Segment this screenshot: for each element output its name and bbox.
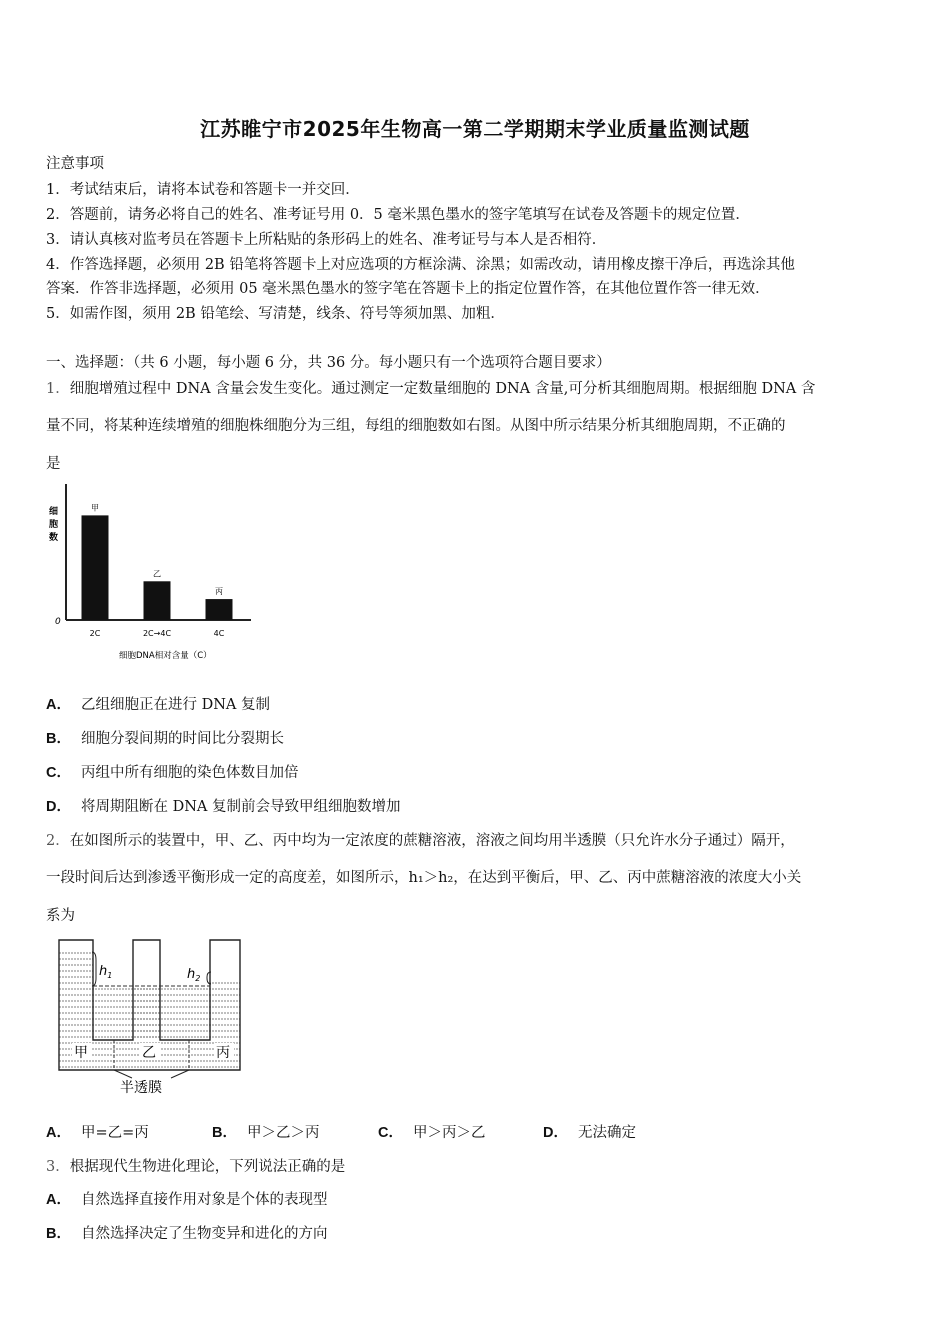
- bar-label: 乙: [153, 569, 161, 579]
- x-tick-label: 2C: [89, 629, 101, 638]
- q1-option-b[interactable]: [46, 727, 284, 748]
- q1-line: 量不同，将某种连续增殖的细胞株细胞分为三组，每组的细胞数如右图。从图中所示结果分析其细胞周期，不正确的: [46, 418, 786, 434]
- option-label: B．: [46, 1226, 71, 1242]
- h1-label: $h_1$: [99, 964, 113, 980]
- notice-item: 4．作答选择题，必须用 2B 铅笔将答题卡上对应选项的方框涂满、涂黑；如需改动，请用橡皮擦干净后，再选涂其他: [46, 257, 795, 273]
- h2-label: $h_2$: [187, 967, 201, 983]
- bar-label: 丙: [215, 587, 223, 597]
- y-axis-label-char: 数: [49, 533, 59, 543]
- q1-line: 是: [46, 456, 61, 472]
- q2-option-d[interactable]: [543, 1121, 636, 1142]
- apparatus-svg: [56, 938, 246, 1098]
- q2-option-b[interactable]: [212, 1121, 319, 1142]
- option-text: 丙组中所有细胞的染色体数目加倍: [80, 765, 299, 781]
- option-label: B．: [212, 1125, 237, 1141]
- bar-1: [82, 515, 109, 620]
- osmosis-apparatus-figure: [56, 938, 246, 1102]
- option-label: B．: [46, 731, 71, 747]
- option-text: 自然选择直接作用对象是个体的表现型: [80, 1192, 328, 1208]
- x-axis-label: 细胞DNA相对含量（C）: [119, 651, 212, 661]
- page-title: 江苏睢宁市2025年生物高一第二学期期末学业质量监测试题: [200, 117, 750, 141]
- option-text: 细胞分裂间期的时间比分裂期长: [80, 731, 284, 747]
- q1-line: [46, 377, 815, 398]
- option-text: 甲＞乙＞丙: [246, 1125, 320, 1141]
- question-number: 2．: [46, 833, 70, 849]
- q1-option-c[interactable]: [46, 761, 298, 782]
- question-number: 3．: [46, 1159, 70, 1175]
- option-label: C．: [46, 765, 71, 781]
- membrane-label: 半透膜: [120, 1080, 162, 1096]
- q2-option-a[interactable]: [46, 1121, 149, 1142]
- question-text: 细胞增殖过程中 DNA 含量会发生变化。通过测定一定数量细胞的 DNA 含量,可分析其细胞周期。根据细胞 DNA 含: [69, 381, 816, 397]
- option-label: C．: [378, 1125, 403, 1141]
- option-label: D．: [46, 799, 71, 815]
- notice-item: 2．答题前，请务必将自己的姓名、准考证号用 0．5 毫米黑色墨水的签字笔填写在试卷及答题卡的规定位置．: [46, 207, 750, 223]
- option-label: A．: [46, 697, 71, 713]
- option-text: 甲=乙=丙: [80, 1125, 149, 1141]
- notice-item: 答案．作答非选择题，必须用 05 毫米黑色墨水的签字笔在答题卡上的指定位置作答，在其他位置作答一律无效．: [46, 281, 770, 297]
- q2-line: 一段时间后达到渗透平衡形成一定的高度差，如图所示，h₁＞h₂，在达到平衡后，甲、乙、丙中蔗糖溶液的浓度大小关: [46, 870, 802, 886]
- origin-label: 0: [55, 617, 61, 627]
- label-bing: 丙: [216, 1045, 230, 1061]
- notice-item: 3．请认真核对监考员在答题卡上所粘贴的条形码上的姓名、准考证号与本人是否相符．: [46, 232, 607, 248]
- dna-bar-chart: [46, 478, 261, 667]
- q2-line: 系为: [46, 908, 75, 924]
- q1-option-d[interactable]: [46, 795, 401, 816]
- question-text: 在如图所示的装置中，甲、乙、丙中均为一定浓度的蔗糖溶液，溶液之间均用半透膜（只允许水分子通过）隔开，: [69, 833, 795, 849]
- option-text: 自然选择决定了生物变异和进化的方向: [80, 1226, 328, 1242]
- tube-yi-liquid: [133, 986, 160, 1040]
- option-text: 甲＞丙＞乙: [412, 1125, 486, 1141]
- section-heading: 一、选择题：（共 6 小题，每小题 6 分，共 36 分。每小题只有一个选项符合题目要求）: [46, 355, 611, 371]
- x-tick-label: 2C→4C: [142, 629, 172, 638]
- q3-option-b[interactable]: [46, 1222, 327, 1243]
- bar-2: [144, 581, 171, 620]
- bar-3: [206, 599, 233, 620]
- label-jia: 甲: [74, 1045, 88, 1061]
- q3-option-a[interactable]: [46, 1188, 327, 1209]
- q2-line: [46, 829, 795, 850]
- question-text: 根据现代生物进化理论，下列说法正确的是: [69, 1159, 346, 1175]
- notice-heading: 注意事项: [46, 156, 104, 172]
- x-tick-label: 4C: [213, 629, 225, 638]
- label-yi: 乙: [142, 1045, 156, 1061]
- membrane-pointer: [114, 1070, 189, 1078]
- option-label: A．: [46, 1192, 71, 1208]
- q1-option-a[interactable]: [46, 693, 270, 714]
- notice-item: 1．考试结束后，请将本试卷和答题卡一并交回．: [46, 182, 360, 198]
- y-axis-label: [49, 505, 59, 543]
- question-number: 1．: [46, 381, 70, 397]
- q2-option-c[interactable]: [378, 1121, 485, 1142]
- option-label: A．: [46, 1125, 71, 1141]
- chart-svg: [46, 478, 261, 663]
- option-label: D．: [543, 1125, 568, 1141]
- option-text: 乙组细胞正在进行 DNA 复制: [80, 697, 270, 713]
- notice-item: 5．如需作图，须用 2B 铅笔绘、写清楚，线条、符号等须加黑、加粗．: [46, 306, 505, 322]
- q3-line: [46, 1155, 345, 1176]
- y-axis-label-char: 细: [49, 507, 59, 517]
- bar-label: 甲: [91, 503, 99, 513]
- option-text: 无法确定: [577, 1125, 636, 1141]
- y-axis-label-char: 胞: [49, 520, 59, 530]
- option-text: 将周期阻断在 DNA 复制前会导致甲组细胞数增加: [80, 799, 401, 815]
